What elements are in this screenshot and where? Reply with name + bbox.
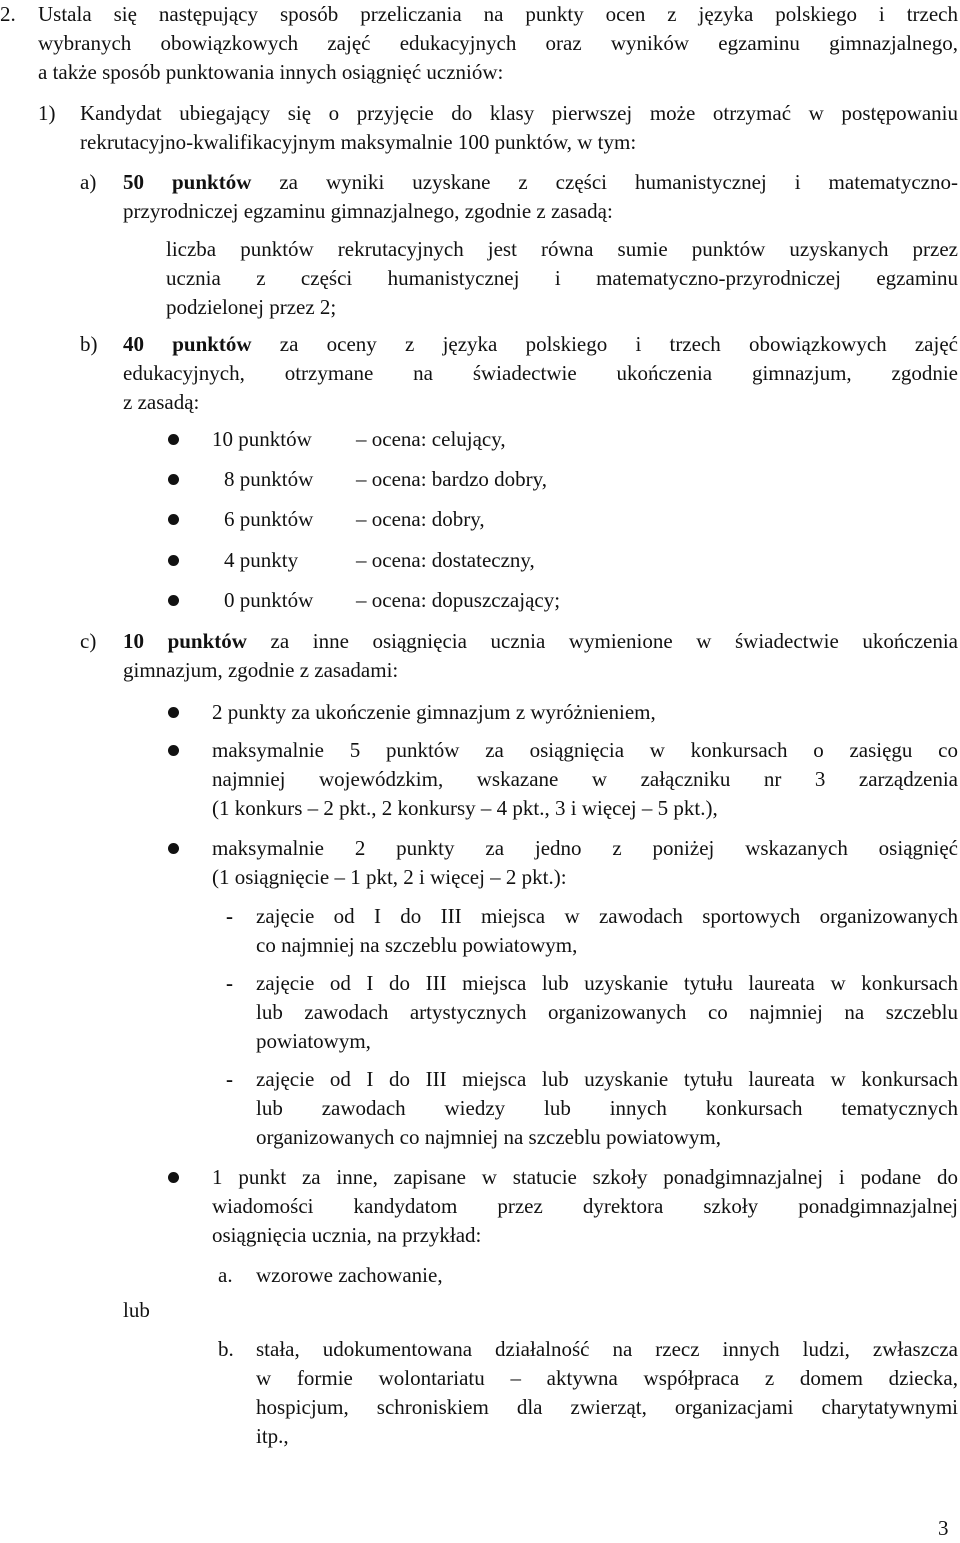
section-number: 2. [0,2,16,26]
points-bold: 50 punktów [123,170,252,194]
item-line: rekrutacyjno-kwalifikacyjnym maksymalnie 100 punktów, w tym: [80,130,637,154]
grade-points: 0 punktów [224,588,314,612]
example-line: w formie wolontariatu – aktywna współpraca z domem dziecka, [256,1366,958,1390]
achievement-line: 1 punkt za inne, zapisane w statucie szkoły ponadgimnazjalnej i podane do [212,1165,958,1189]
achievement-line: maksymalnie 2 punkty za jedno z poniżej wskazanych osiągnięć [212,836,958,860]
bullet-icon [168,514,179,525]
achievement-line: maksymalnie 5 punktów za osiągnięcia w konkursach o zasięgu co [212,738,958,762]
section-line: a także sposób punktowania innych osiągnięć uczniów: [38,60,504,84]
grade-name: – ocena: celujący, [356,427,506,451]
example-letter: a. [218,1263,233,1287]
example-line: hospicjum, schroniskiem dla zwierząt, organizacjami charytatywnymi [256,1395,958,1419]
points-bold: 40 punktów [123,332,252,356]
achievement-line: (1 osiągnięcie – 1 pkt, 2 i więcej – 2 pkt.): [212,865,567,889]
dash-line: organizowanych co najmniej na szczeblu powiatowym, [256,1125,721,1149]
grade-points: 6 punktów [224,507,314,531]
item-line: Kandydat ubiegający się o przyjęcie do klasy pierwszej może otrzymać w postępowaniu [80,101,958,125]
subitem-line [123,168,958,197]
dash-line: zajęcie od I do III miejsca w zawodach sportowych organizowanych [256,904,958,928]
section-line: Ustala się następujący sposób przeliczania na punkty ocen z języka polskiego i trzech [38,2,958,26]
item-number: 1) [38,101,56,125]
bullet-icon [168,595,179,606]
lub-label: lub [123,1298,150,1322]
bullet-icon [168,745,179,756]
subitem-line [123,330,958,359]
subitem-line: gimnazjum, zgodnie z zasadami: [123,658,399,682]
page-number: 3 [938,1516,949,1540]
rule-line: podzielonej przez 2; [166,295,337,319]
dash-marker: - [226,904,233,928]
subitem-letter: a) [80,170,97,194]
points-bold: 10 punktów [123,629,247,653]
grade-name: – ocena: dobry, [356,507,485,531]
example-line: itp., [256,1424,289,1448]
subitem-line [123,627,958,656]
bullet-icon [168,434,179,445]
subitem-text: za wyniki uzyskane z części humanistycznej i matematyczno- [251,170,958,194]
dash-marker: - [226,971,233,995]
achievement-line: (1 konkurs – 2 pkt., 2 konkursy – 4 pkt., 3 i więcej – 5 pkt.), [212,796,718,820]
subitem-text: za oceny z języka polskiego i trzech obowiązkowych zajęć [251,332,958,356]
achievement-line: osiągnięcia ucznia, na przykład: [212,1223,482,1247]
dash-marker: - [226,1067,233,1091]
bullet-icon [168,1172,179,1183]
achievement-line: wiadomości kandydatom przez dyrektora szkoły ponadgimnazjalnej [212,1194,958,1218]
dash-line: powiatowym, [256,1029,371,1053]
bullet-icon [168,555,179,566]
achievement-line: najmniej wojewódzkim, wskazane w załączniku nr 3 zarządzenia [212,767,958,791]
example-line: stała, udokumentowana działalność na rzecz innych ludzi, zwłaszcza [256,1337,958,1361]
subitem-text: za inne osiągnięcia ucznia wymienione w świadectwie ukończenia [246,629,958,653]
subitem-line: edukacyjnych, otrzymane na świadectwie ukończenia gimnazjum, zgodnie [123,361,958,385]
subitem-line: z zasadą: [123,390,200,414]
rule-line: ucznia z części humanistycznej i matematyczno-przyrodniczej egzaminu [166,266,958,290]
dash-line: zajęcie od I do III miejsca lub uzyskanie tytułu laureata w konkursach [256,971,958,995]
subitem-line: przyrodniczej egzaminu gimnazjalnego, zgodnie z zasadą: [123,199,613,223]
rule-line: liczba punktów rekrutacyjnych jest równa sumie punktów uzyskanych przez [166,237,958,261]
section-line: wybranych obowiązkowych zajęć edukacyjnych oraz wyników egzaminu gimnazjalnego, [38,31,958,55]
bullet-icon [168,707,179,718]
achievement-line: 2 punkty za ukończenie gimnazjum z wyróżnieniem, [212,700,656,724]
grade-points: 4 punkty [224,548,299,572]
bullet-icon [168,843,179,854]
dash-line: co najmniej na szczeblu powiatowym, [256,933,578,957]
subitem-letter: c) [80,629,97,653]
dash-line: zajęcie od I do III miejsca lub uzyskanie tytułu laureata w konkursach [256,1067,958,1091]
grade-name: – ocena: bardzo dobry, [356,467,548,491]
grade-name: – ocena: dopuszczający; [356,588,561,612]
grade-points: 8 punktów [224,467,314,491]
subitem-letter: b) [80,332,98,356]
dash-line: lub zawodach artystycznych organizowanych co najmniej na szczeblu [256,1000,958,1024]
example-line: wzorowe zachowanie, [256,1263,443,1287]
bullet-icon [168,474,179,485]
grade-name: – ocena: dostateczny, [356,548,535,572]
example-letter: b. [218,1337,234,1361]
dash-line: lub zawodach wiedzy lub innych konkursach tematycznych [256,1096,958,1120]
grade-points: 10 punktów [212,427,312,451]
